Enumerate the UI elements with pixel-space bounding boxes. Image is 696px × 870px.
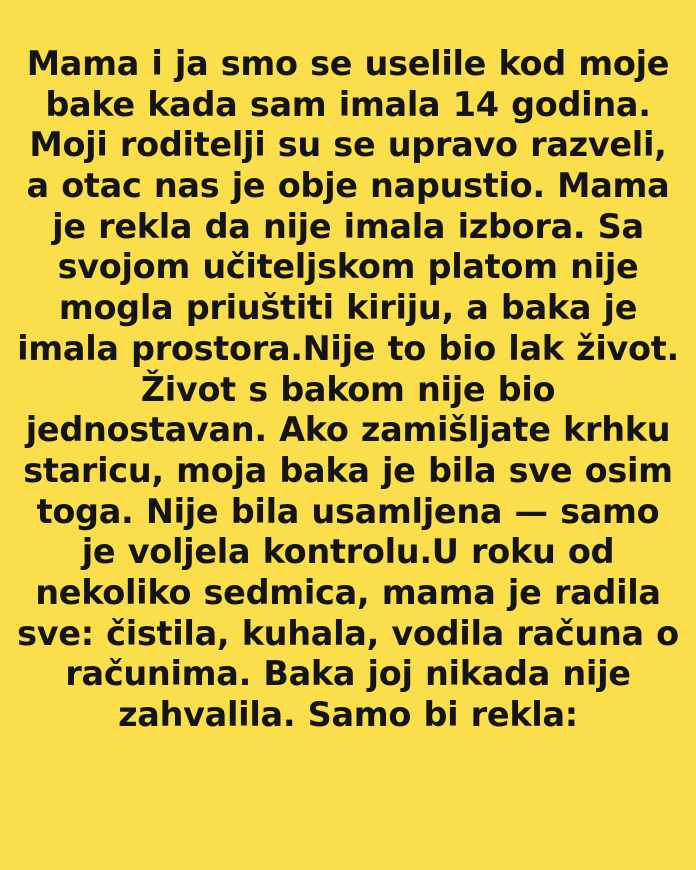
story-paragraph-2: Život s bakom nije bio jednostavan. Ako zamišljate krhku staricu, moja baka je bila sve osim toga. Nije bila usamljena — samo je voljela kontrolu.U roku od nekoliko sedmica, mama je radila sve: čistila, kuhala, vodila računa o računima. Baka joj nikada nije zahvalila. Samo bi rekla:	[17, 369, 679, 734]
story-paragraph-1: Mama i ja smo se uselile kod moje bake kada sam imala 14 godina. Moji roditelji su se upravo razveli, a otac nas je obje napustio. Mama je rekla da nije imala izbora. Sa svojom učiteljskom platom nije mogla priuštiti kiriju, a baka je imala prostora.Nije to bio lak život.	[17, 44, 679, 368]
story-text-block	[16, 44, 680, 736]
